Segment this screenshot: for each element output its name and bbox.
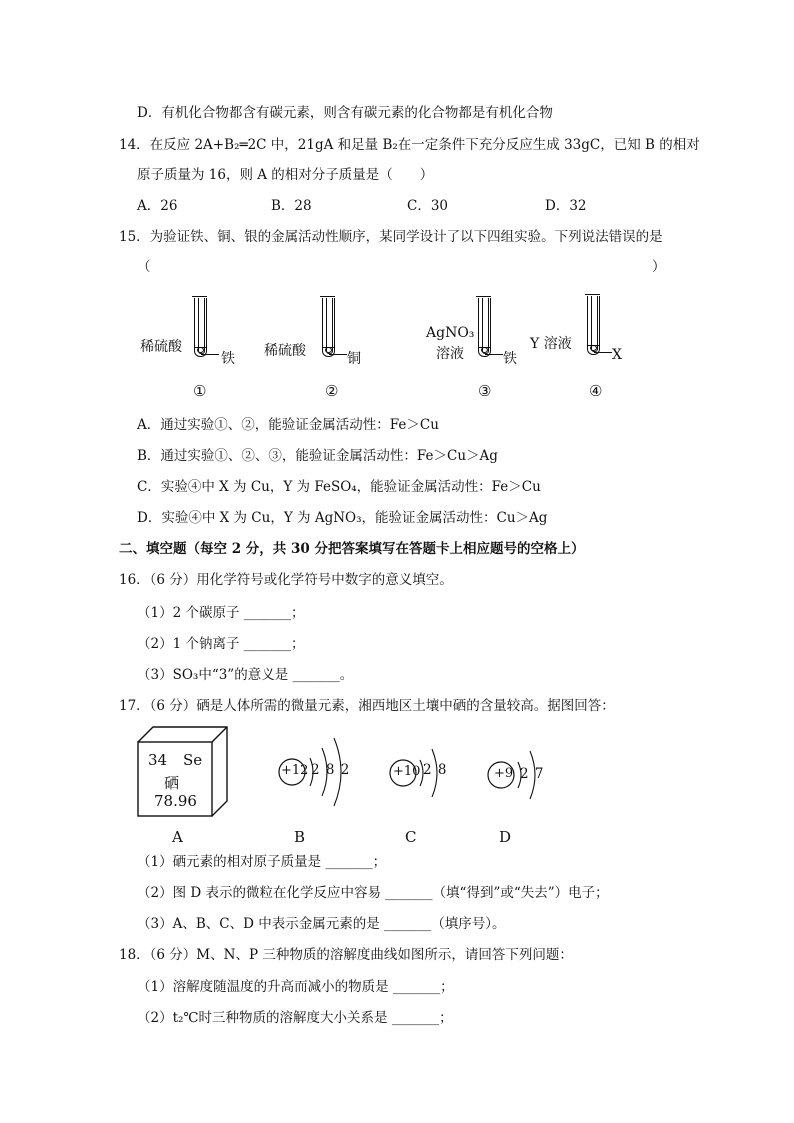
experiment-solution: 稀硫酸 [140,339,182,355]
q15-option-a: A．通过实验①、②，能验证金属活动性：Fe＞Cu [137,417,439,433]
section-2-title: 二、填空题（每空 2 分，共 30 分把答案填写在答题卡上相应题号的空格上） [119,541,585,557]
experiment-number: ① [193,382,207,400]
metal-strip-icon [594,352,612,353]
figure-label-b: B [294,828,306,846]
experiment-solution-line2: 溶液 [436,346,464,362]
q14-option-b: B．28 [271,198,312,214]
q13-option-d: D．有机化合物都含有碳元素，则含有碳元素的化合物都是有机化合物 [137,105,553,121]
q15-option-b: B．通过实验①、②、③，能验证金属活动性：Fe＞Cu＞Ag [137,448,498,464]
element-symbol: Se [183,751,203,769]
metal-strip-icon [485,354,503,355]
q14-option-c: C．30 [407,198,449,214]
figure-label-a: A [172,828,183,846]
q17-item-2: （2）图 D 表示的微粒在化学反应中容易 _______（填“得到”或“失去”）电子； [137,885,609,901]
q14-option-a: A．26 [137,198,178,214]
experiment-number: ④ [589,382,603,400]
figure-label-d: D [499,828,512,846]
element-atomic-number: 34 [148,751,168,769]
experiment-solution-line1: AgNO₃ [426,325,475,341]
metal-strip-icon [201,354,219,355]
nucleus-charge: +12 [281,763,309,778]
nucleus-charge: +10 [393,764,421,779]
element-atomic-mass: 78.96 [154,792,197,810]
experiment-solution: Y 溶液 [530,336,572,352]
element-name: 硒 [164,774,180,792]
test-tube-icon [587,296,600,355]
shell-electrons: 2 8 2 [311,762,351,778]
q18-stem: 18．（6 分）M、N、P 三种物质的溶解度曲线如图所示，请回答下列问题： [119,947,573,963]
test-tube-icon [478,298,491,357]
experiment-metal: 铁 [221,351,235,367]
figure-label-c: C [405,828,417,846]
q16-item-1: （1）2 个碳原子 _______； [137,605,305,621]
q16-item-3: （3）SO₃中“3”的意义是 _______。 [137,667,354,683]
q15-paren-open: （ [137,259,151,275]
q14-stem-line2: 原子质量为 16，则 A 的相对分子质量是（ ） [137,167,434,183]
q15-option-d: D．实验④中 X 为 Cu，Y 为 AgNO₃，能验证金属活动性：Cu＞Ag [137,510,548,526]
q14-option-d: D．32 [545,198,587,214]
experiment-number: ③ [478,382,492,400]
shell-electrons: 2 7 [520,766,545,782]
q14-stem-line1: 14．在反应 2A+B₂═2C 中，21gA 和足量 B₂在一定条件下充分反应生成 33gC，已知 B 的相对 [119,137,700,153]
nucleus-charge: +9 [494,766,514,781]
q18-item-1: （1）溶解度随温度的升高而减小的物质是 _______； [137,979,454,995]
q17-stem: 17．（6 分）硒是人体所需的微量元素，湘西地区土壤中硒的含量较高。据图回答： [119,698,615,714]
shell-electrons: 2 8 [423,762,448,778]
q16-item-2: （2）1 个钠离子 _______； [137,636,305,652]
q18-item-2: （2）t₂℃时三种物质的溶解度大小关系是 _______； [137,1010,453,1026]
q15-stem-line1: 15．为验证铁、铜、银的金属活动性顺序，某同学设计了以下四组实验。下列说法错误的是 [119,229,663,245]
q15-option-c: C．实验④中 X 为 Cu，Y 为 FeSO₄，能验证金属活动性：Fe＞Cu [137,479,541,495]
q17-item-3: （3）A、B、C、D 中表示金属元素的是 _______（填序号）。 [137,916,506,932]
test-tube-icon [322,298,335,357]
metal-strip-icon [329,354,347,355]
experiment-metal: X [612,347,622,363]
q15-paren-close: ） [652,259,666,275]
q16-stem: 16．（6 分）用化学符号或化学符号中数字的意义填空。 [119,572,453,588]
q17-item-1: （1）硒元素的相对原子质量是 _______； [137,854,387,870]
experiment-metal: 铜 [347,351,361,367]
test-tube-icon [194,298,207,357]
experiment-metal: 铁 [503,351,517,367]
experiment-solution: 稀硫酸 [264,343,306,359]
experiment-number: ② [325,382,339,400]
